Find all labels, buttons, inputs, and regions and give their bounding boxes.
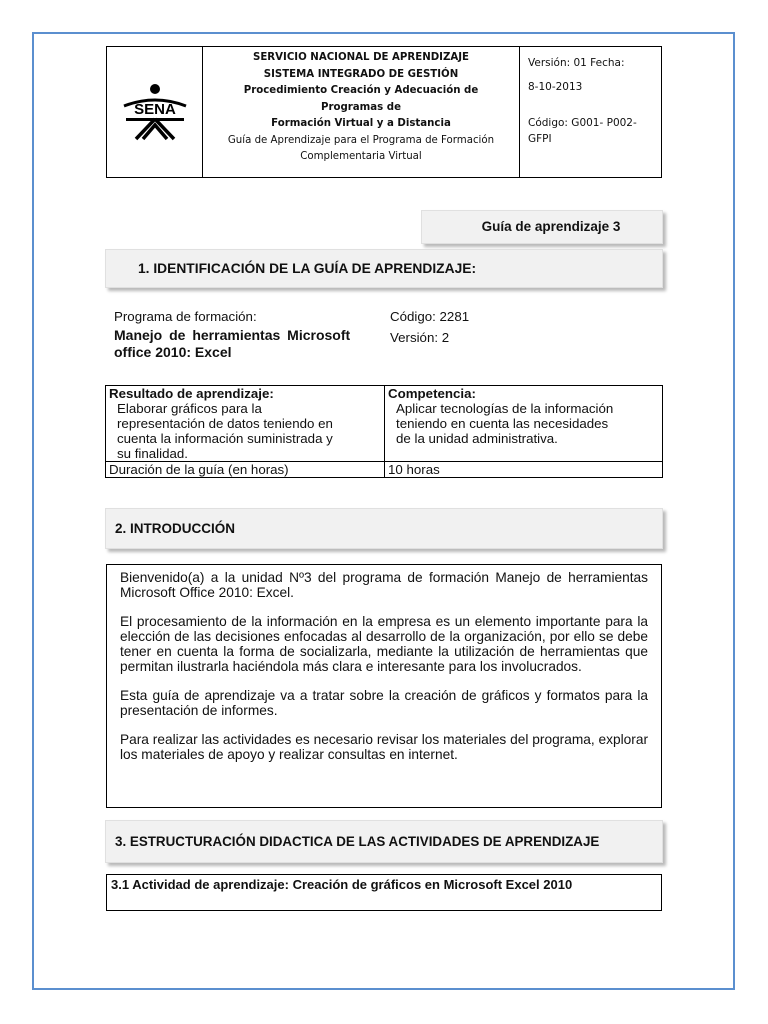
result-line-1: Elaborar gráficos para la <box>117 401 262 416</box>
header-line-2: SISTEMA INTEGRADO DE GESTIÓN <box>263 68 459 80</box>
competence-cell <box>385 386 663 462</box>
program-name-2: office 2010: Excel <box>114 344 232 360</box>
program-code: Código: 2281 <box>390 309 470 324</box>
document-header <box>106 46 662 178</box>
competence-line-3: de la unidad administrativa. <box>396 431 558 446</box>
intro-paragraph-2: El procesamiento de la información en la empresa es un elemento importante para la elección de las decisiones enfocadas al desarrollo de la organización, por ello se debe tener en cuenta la forma de socializarla, mediante la utilización de herramientas que permitan ilustrarla haciéndola más clara e interesante para los involucrados. <box>120 614 648 674</box>
sena-logo <box>107 47 203 177</box>
header-code-1: Código: G001- P002- <box>528 117 637 129</box>
intro-paragraph-3: Esta guía de aprendizaje va a tratar sobre la creación de gráficos y formatos para la presentación de informes. <box>120 688 648 718</box>
results-table <box>105 385 663 478</box>
intro-paragraph-4: Para realizar las actividades es necesario revisar los materiales del programa, explorar los materiales de apoyo y realizar consultas en internet. <box>120 732 648 762</box>
intro-paragraph-1: Bienvenido(a) a la unidad Nº3 del programa de formación Manejo de herramientas Microsoft Office 2010: Excel. <box>120 570 648 600</box>
result-line-3: cuenta la información suministrada y <box>117 431 333 446</box>
activity-box: 3.1 Actividad de aprendizaje: Creación de gráficos en Microsoft Excel 2010 <box>106 874 662 911</box>
result-line-4: su finalidad. <box>117 446 188 461</box>
header-meta <box>520 47 661 177</box>
introduction-box <box>106 564 662 808</box>
program-label: Programa de formación: <box>114 309 257 324</box>
header-date: 8-10-2013 <box>528 81 583 93</box>
header-code-2: GFPI <box>528 133 552 145</box>
guide-tab: Guía de aprendizaje 3 <box>421 210 663 244</box>
section-2-heading: 2. INTRODUCCIÓN <box>105 508 663 549</box>
program-name-1: Manejo de herramientas Microsoft <box>114 327 351 343</box>
header-line-1: SERVICIO NACIONAL DE APRENDIZAJE <box>253 52 469 63</box>
section-3-heading: 3. ESTRUCTURACIÓN DIDACTICA DE LAS ACTIVIDADES DE APRENDIZAJE <box>105 820 663 863</box>
header-version: Versión: 01 Fecha: <box>528 57 625 69</box>
program-version: Versión: 2 <box>390 330 450 345</box>
competence-line-1: Aplicar tecnologías de la información <box>396 401 614 416</box>
result-cell <box>106 386 385 462</box>
header-title-block <box>203 47 520 177</box>
duration-value: 10 horas <box>385 462 663 478</box>
result-line-2: representación de datos teniendo en <box>117 416 333 431</box>
header-line-5: Formación Virtual y a Distancia <box>271 118 451 129</box>
header-line-6: Guía de Aprendizaje para el Programa de Formación <box>227 134 495 146</box>
competence-header: Competencia: <box>388 386 476 401</box>
logo-text: SENA <box>133 101 176 118</box>
header-line-4: Programas de <box>321 101 401 113</box>
result-header: Resultado de aprendizaje: <box>109 386 274 401</box>
duration-label: Duración de la guía (en horas) <box>106 462 385 478</box>
competence-line-2: teniendo en cuenta las necesidades <box>396 416 609 431</box>
header-line-7: Complementaria Virtual <box>300 151 422 162</box>
section-1-heading: 1. IDENTIFICACIÓN DE LA GUÍA DE APRENDIZAJE: <box>105 249 663 288</box>
header-line-3: Procedimiento Creación y Adecuación de <box>243 85 479 96</box>
